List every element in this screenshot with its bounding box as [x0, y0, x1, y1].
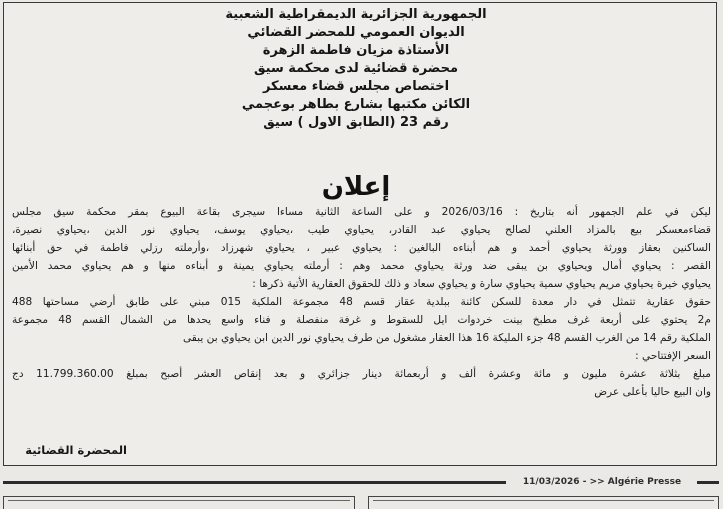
adjacent-column-left — [3, 496, 355, 509]
opening-price-label: السعر الإفتتاحي : — [635, 350, 711, 362]
body-line: الساكنين بعقاز وورثة يحياوي أحمد و هم أبناءه البالغين : يحياوي عبير ، يحياوي شهرزاد ،وأرملته رزلي فاطمة في حق أبنائها — [12, 242, 711, 254]
footer-rule — [697, 481, 719, 484]
body-line: وان البيع حاليا بأعلى عرض — [594, 386, 711, 398]
body-line: يحياوي خيرة يحياوي مريم يحياوي سمية يحياوي سارة و يحياوي سعاد و ذلك للحقوق العقارية الأتية ذكرها : — [252, 278, 711, 290]
body-line: الملكية رقم 14 من الغرب القسم 48 جزء المليكة 16 هذا العقار مشغول من طرف يحياوي نور الدين ابن يحياوي بن يبقى — [182, 332, 711, 344]
body-line: حقوق عقارية تتمثل في دار معدة للسكن كائنة ببلدية عقاز قسم 48 مجموعة الملكية 015 مبني على طابق أرضي مساحتها 488 — [12, 296, 711, 308]
header-office-line: الديوان العمومي للمحضر القضائي — [247, 25, 465, 40]
body-line: ليكن في علم الجمهور أنه بتاريخ : 2026/03/16 و على الساعة الثانية مساءا سيجرى بقاعة البيوع بمقر محكمة سيق مجلس — [12, 206, 711, 218]
footer-credit: 11/03/2026 - >> Algérie Presse — [522, 477, 682, 487]
header-number-line: رقم 23 (الطابق الاول ) سيق — [263, 115, 449, 130]
notice-header — [160, 6, 552, 132]
header-address-line: الكائن مكتبها بشارع بطاهر بوعجمي — [241, 97, 471, 112]
body-line: القصر : يحياوي أمال ويحياوي بن يبقى ضد ورثة يحياوي محمد وهم : أرملته يحياوي يمينة و أبناءه منها و هم يحياوي محمد الأمين — [12, 260, 711, 272]
adjacent-column-right — [368, 496, 719, 509]
body-line: مبلغ بثلاثة عشرة مليون و مائة وعشرة ألف و أربعمائة دينار جزائري و بعد إنقاص العشر أصبح بمبلغ 11.799.360.00 دج — [12, 368, 711, 380]
body-line: م2 يحتوي على أربعة غرف مطبخ بينت خردوات ايل للسقوط و غرفة منفصلة و فناء واسع يحدها من الشمال القسم 48 مجموعة — [12, 314, 711, 326]
notice-signature: المحضرة القضائية — [25, 443, 127, 457]
notice-body — [12, 203, 711, 401]
header-court-line: محضرة قضائية لدى محكمة سيق — [253, 61, 459, 76]
notice-title: إعلان — [321, 172, 391, 202]
header-republic-line: الجمهورية الجزائرية الديمقراطية الشعبية — [225, 7, 487, 22]
body-line: قضاءمعسكر بيع بالمزاد العلني لصالح يحياوي عبد القادر، يحياوي طيب ،يحياوي يوسف، يحياوي نور الدين ،يحياوي نصيرة، — [12, 224, 711, 236]
footer-rule — [3, 481, 506, 484]
header-bailiff-name: الأستاذة مزيان فاطمة الزهرة — [262, 43, 450, 58]
header-jurisdiction-line: اختصاص مجلس قضاء معسكر — [262, 79, 450, 94]
